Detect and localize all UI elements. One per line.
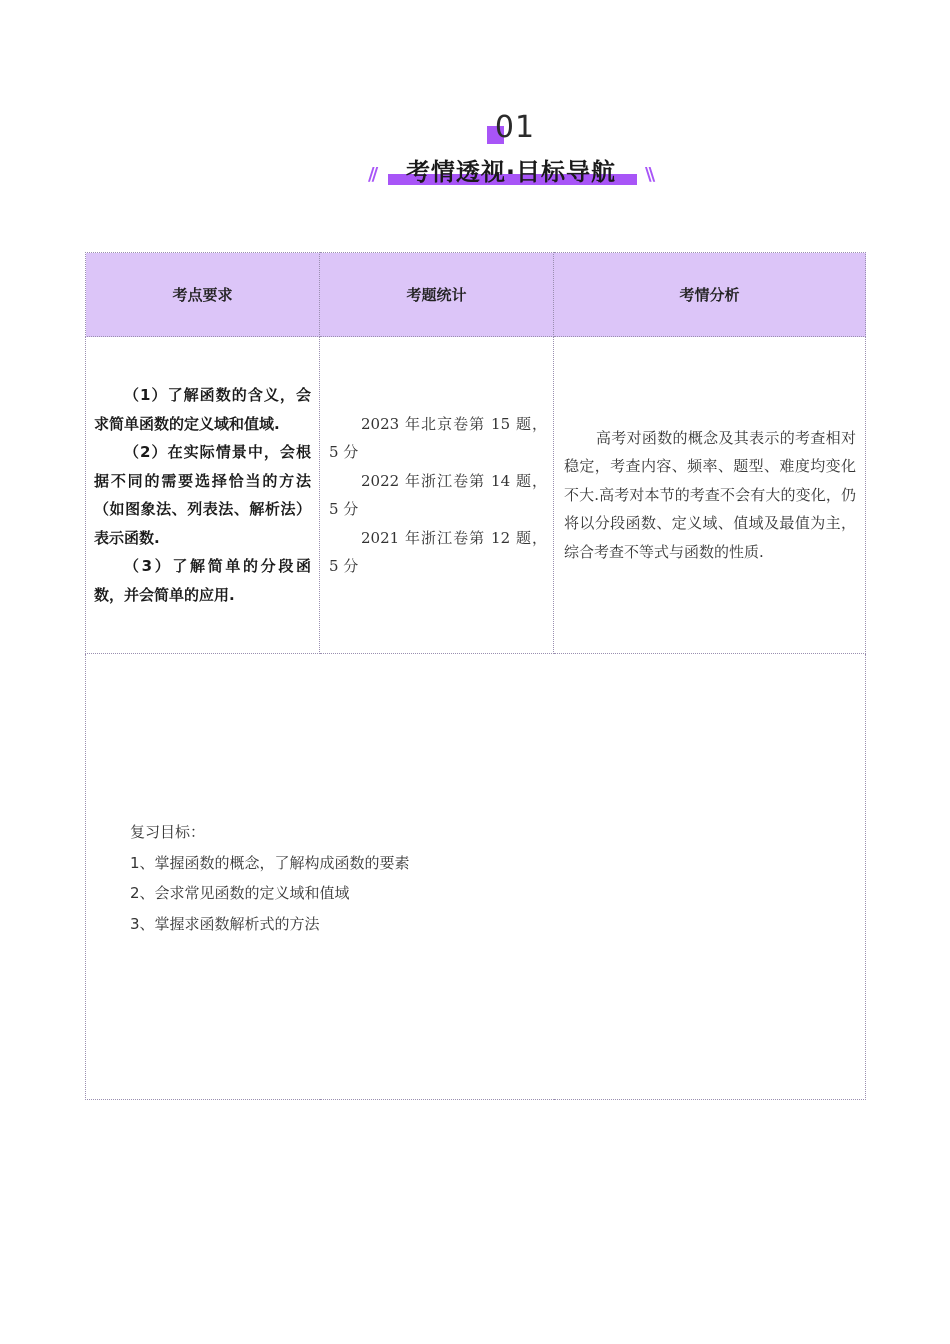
- section-number: 01: [494, 110, 536, 145]
- statistic-item: 2021 年浙江卷第 12 题，5 分: [329, 528, 547, 575]
- column-header-statistics: 考题统计: [320, 253, 554, 337]
- statistic-item: 2023 年北京卷第 15 题，5 分: [329, 414, 547, 461]
- table-row: [86, 337, 866, 654]
- statistic-item: 2022 年浙江卷第 14 题，5 分: [329, 471, 547, 518]
- requirements-cell: [86, 337, 320, 654]
- requirement-item: （3）了解简单的分段函数，并会简单的应用.: [94, 557, 311, 604]
- analysis-cell: [554, 337, 866, 654]
- list-item: 2、会求常见函数的定义域和值域: [130, 884, 350, 902]
- table-header-row: [86, 253, 866, 337]
- list-item: 1、掌握函数的概念，了解构成函数的要素: [130, 853, 410, 872]
- statistics-cell: [320, 337, 554, 654]
- review-goals-cell: [86, 654, 866, 1100]
- requirement-item: （1）了解函数的含义，会求简单函数的定义域和值域.: [94, 386, 311, 433]
- exam-analysis-table: [85, 252, 866, 1100]
- section-title: 考情透视·目标导航: [405, 158, 617, 186]
- review-goals-row: [86, 654, 866, 1100]
- requirement-item: （2）在实际情景中，会根据不同的需要选择恰当的方法（如图象法、列表法、解析法）表示函数.: [94, 443, 311, 547]
- column-header-analysis: 考情分析: [554, 253, 866, 337]
- column-header-requirements: 考点要求: [86, 253, 320, 337]
- section-header: [0, 108, 950, 198]
- left-slash-decoration: //: [368, 164, 376, 185]
- review-goals: [130, 817, 410, 939]
- analysis-text: 高考对函数的概念及其表示的考查相对稳定，考查内容、频率、题型、难度均变化不大.高考对本节的考查不会有大的变化，仍将以分段函数、定义域、值域及最值为主，综合考查不等式与函数的性质.: [564, 428, 856, 561]
- list-item: 3、掌握求函数解析式的方法: [130, 914, 320, 933]
- review-goals-heading: 复习目标：: [130, 823, 206, 841]
- right-slash-decoration: \\: [645, 164, 653, 185]
